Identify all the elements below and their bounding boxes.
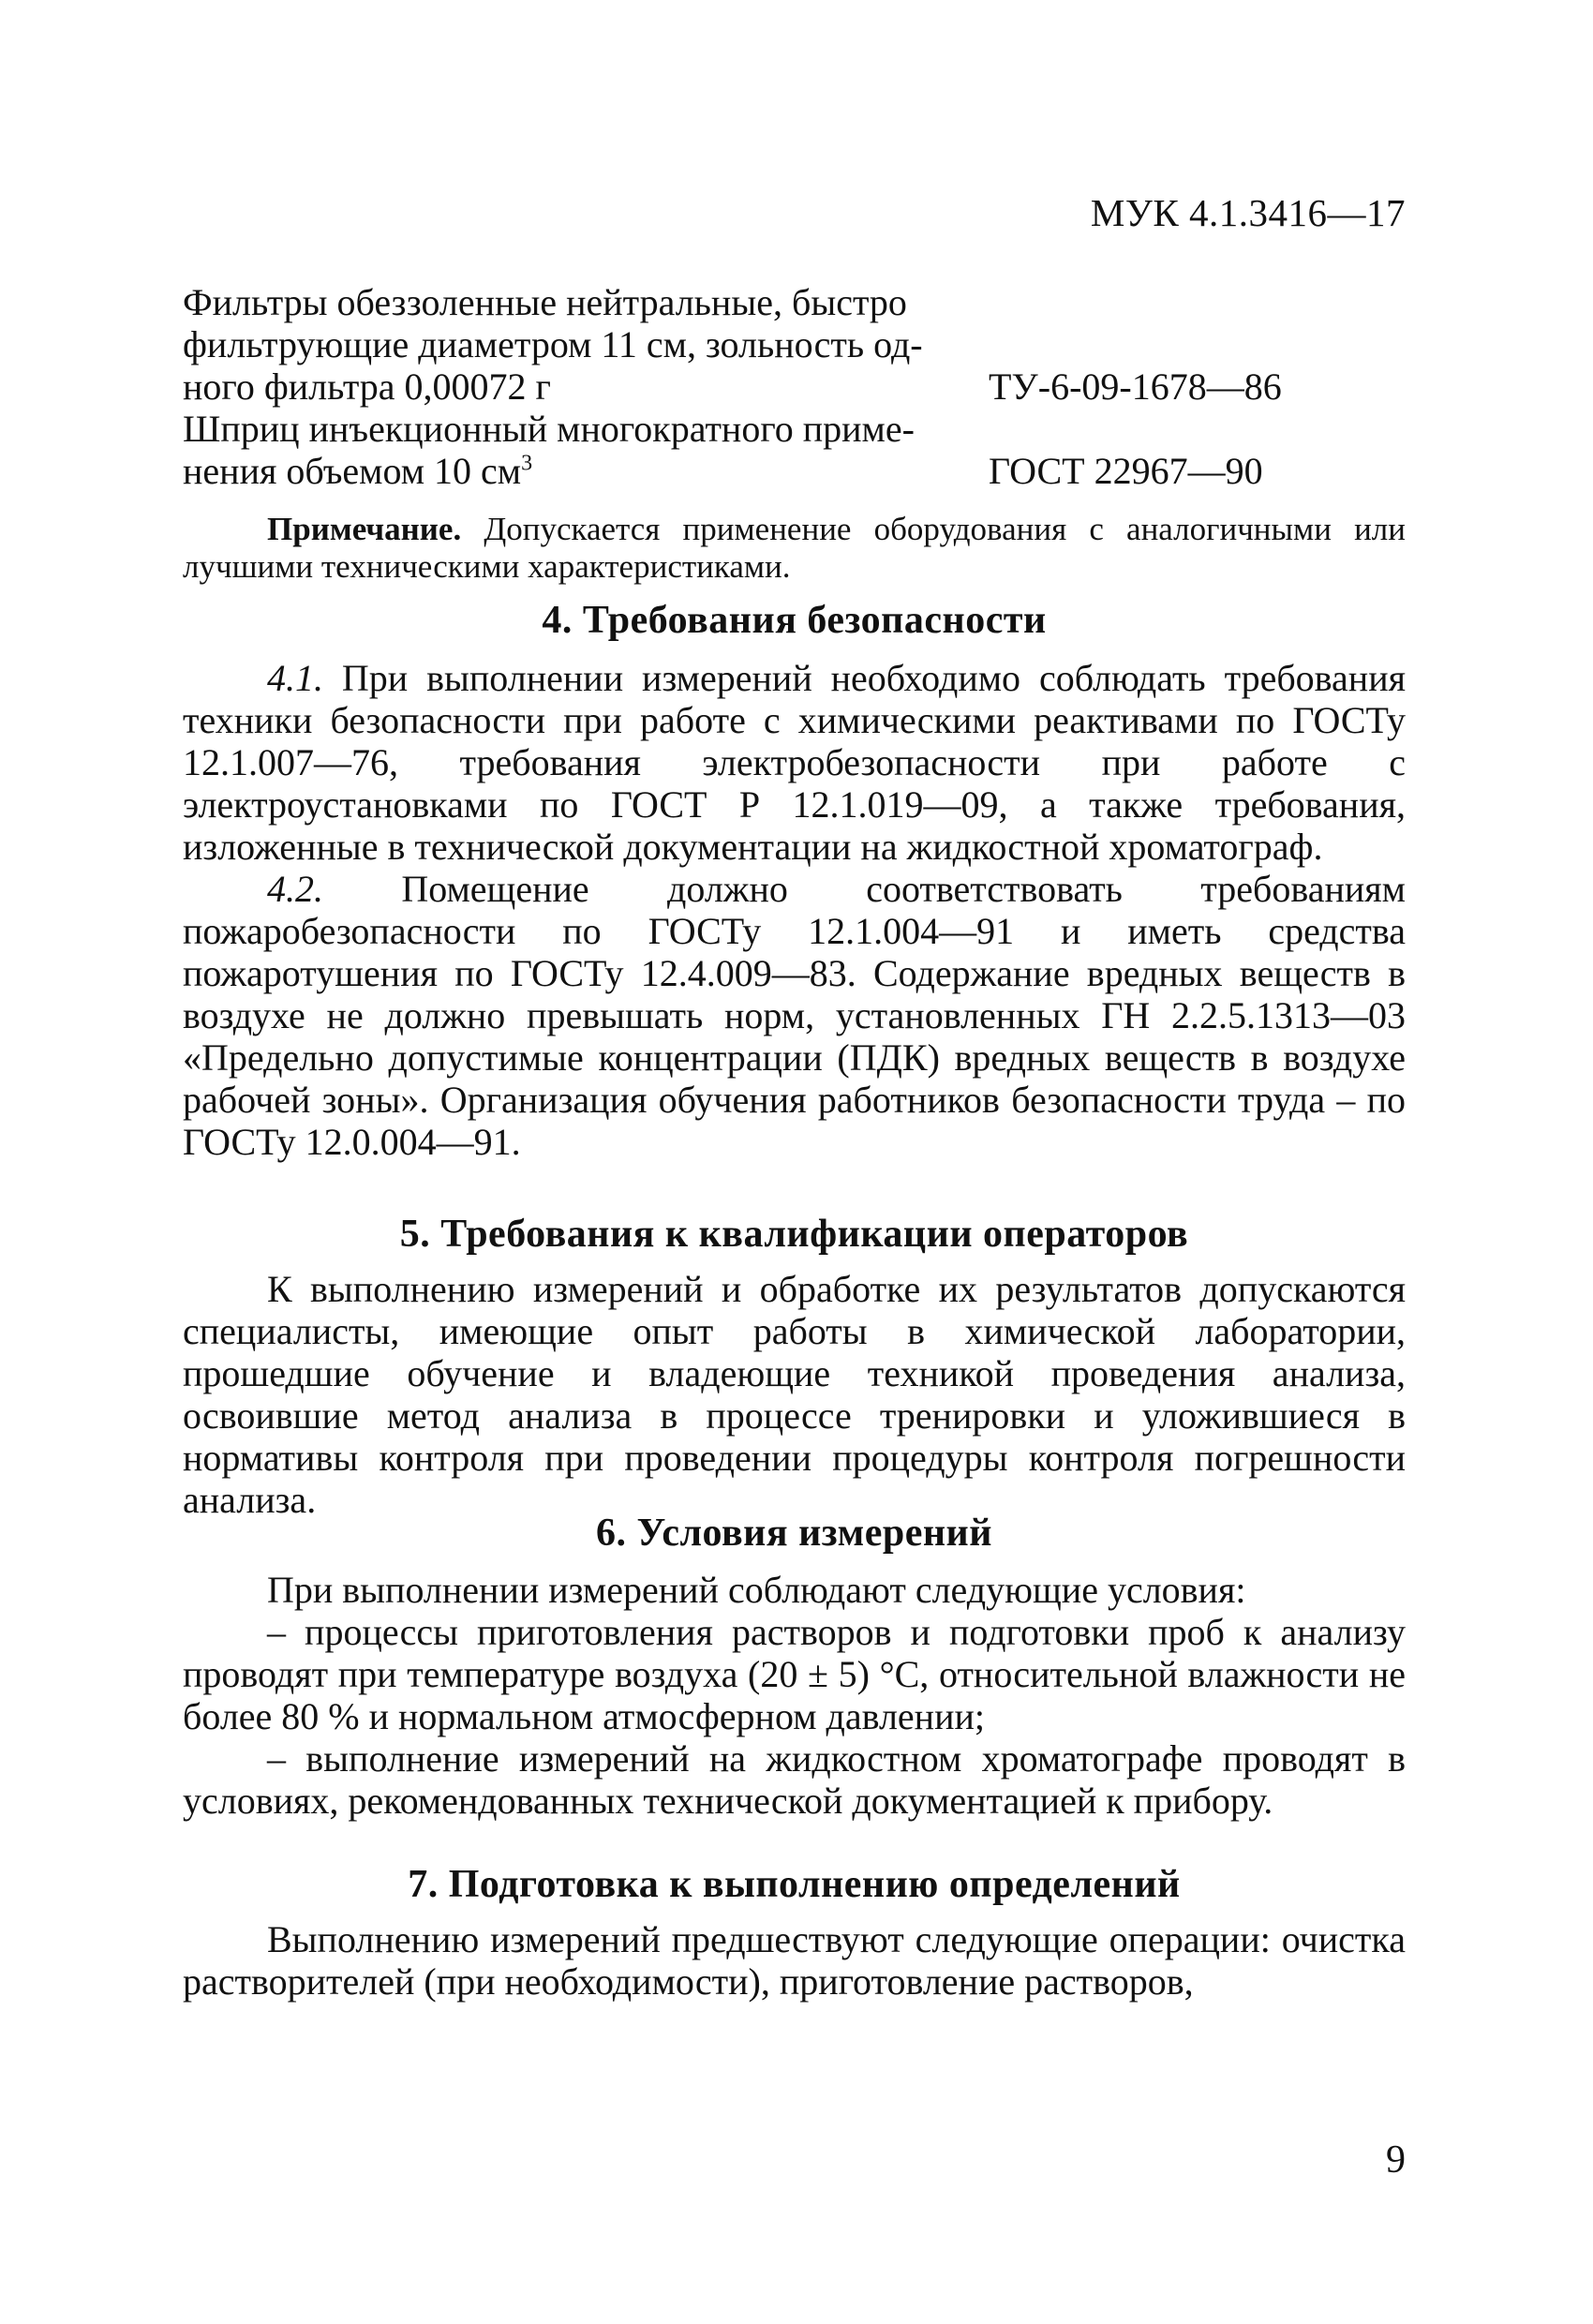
equipment-item-filters bbox=[183, 281, 1406, 408]
section-qualification bbox=[183, 1212, 1406, 1521]
paragraph: – процессы приготовления растворов и подготовки проб к анализу проводят при температуре воздуха (20 ± 5) °С, относительной влажности не более 80 % и нормальном атмосферном давлении; bbox=[183, 1611, 1406, 1737]
paragraph: Выполнению измерений предшествуют следующие операции: очистка растворителей (при необходимости), приготовление растворов, bbox=[183, 1918, 1406, 2003]
equipment-standard: ГОСТ 22967—90 bbox=[989, 450, 1263, 492]
equipment-name bbox=[183, 408, 970, 492]
document-page bbox=[183, 0, 1406, 2324]
section-body bbox=[183, 1268, 1406, 1521]
equipment-name-line: Шприц инъекционный многократного приме- bbox=[183, 408, 915, 450]
section-body bbox=[183, 1918, 1406, 2003]
paragraph-text: Помещение должно соответствовать требованиям пожаробезопасности по ГОСТу 12.1.004—91 и иметь средства пожаротушения по ГОСТу 12.4.009—83. Содержание вредных веществ в воздухе не должно превышать норм, установленных ГН 2.2.5.1313—03 «Предельно допустимые концентрации (ПДК) вредных веществ в воздухе рабочей зоны». Организация обучения работников безопасности труда – по ГОСТу 12.0.004—91. bbox=[183, 868, 1406, 1163]
paragraph: К выполнению измерений и обработке их результатов допускаются специалисты, имеющие опыт работы в химической лаборатории, прошедшие обучение и владеющие техникой проведения анализа, освоившие метод анализа в процессе тренировки и уложившиеся в нормативы контроля при проведении процедуры контроля погрешности анализа. bbox=[183, 1268, 1406, 1521]
equipment-name-line bbox=[183, 450, 970, 492]
section-title: 4. Требования безопасности bbox=[542, 599, 1047, 642]
section-body bbox=[183, 1569, 1406, 1822]
equipment-name-line: фильтрующие диаметром 11 см, зольность од- bbox=[183, 323, 923, 365]
clause-number: 4.2. bbox=[267, 868, 323, 910]
clause-number: 4.1. bbox=[267, 657, 323, 699]
section-title: 5. Требования к квалификации операторов bbox=[399, 1213, 1189, 1256]
equipment-list bbox=[183, 281, 1406, 492]
equipment-item-syringe bbox=[183, 408, 1406, 492]
equipment-standard: ТУ-6-09-1678—86 bbox=[989, 365, 1282, 408]
paragraph: При выполнении измерений соблюдают следующие условия: bbox=[267, 1569, 1246, 1611]
note-text: Допускается применение оборудования с аналогичными или лучшими техническими характеристиками. bbox=[183, 511, 1406, 585]
section-title: 7. Подготовка к выполнению определений bbox=[408, 1863, 1181, 1906]
note-paragraph bbox=[183, 511, 1406, 586]
section-safety bbox=[183, 598, 1406, 1163]
page-number: 9 bbox=[1386, 2138, 1406, 2182]
paragraph-text: При выполнении измерений необходимо соблюдать требования техники безопасности при работе с химическими реактивами по ГОСТу 12.1.007—76, требования электробезопасности при работе с электроустановками по ГОСТ Р 12.1.019—09, а также требования, изложенные в технической документации на жидкостной хроматограф. bbox=[183, 657, 1406, 868]
document-code-header: МУК 4.1.3416—17 bbox=[1090, 191, 1406, 234]
section-conditions bbox=[183, 1511, 1406, 1822]
section-title: 6. Условия измерений bbox=[596, 1512, 992, 1555]
note-label: Примечание. bbox=[267, 511, 462, 547]
paragraph bbox=[183, 657, 1406, 868]
paragraph bbox=[183, 868, 1406, 1163]
paragraph: – выполнение измерений на жидкостном хроматографе проводят в условиях, рекомендованных технической документацией к прибору. bbox=[183, 1737, 1406, 1822]
section-body bbox=[183, 657, 1406, 1163]
equipment-name-line: Фильтры обеззоленные нейтральные, быстро bbox=[183, 281, 907, 323]
section-preparation bbox=[183, 1862, 1406, 2003]
superscript: 3 bbox=[521, 451, 533, 476]
equipment-name bbox=[183, 281, 970, 408]
equipment-name-text: нения объемом 10 см bbox=[183, 450, 522, 492]
equipment-name-line: ного фильтра 0,00072 г bbox=[183, 365, 551, 408]
